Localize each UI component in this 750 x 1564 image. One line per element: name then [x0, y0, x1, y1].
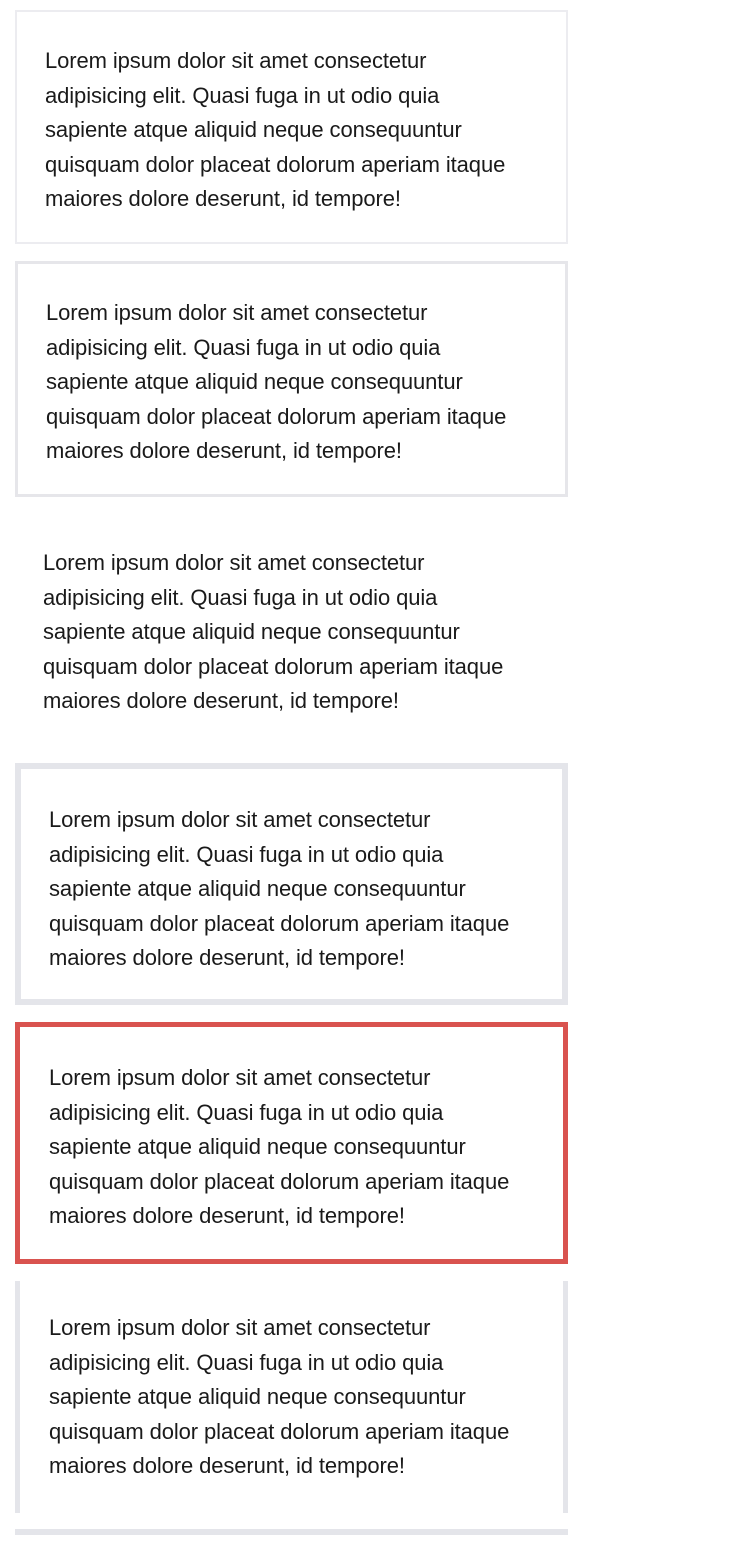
- card-text: Lorem ipsum dolor sit amet consectetur adipisicing elit. Quasi fuga in ut odio quia sapiente atque aliquid neque consequuntur quisquam dolor placeat dolorum aperiam itaque maiores dolore deserunt, id tempore!: [49, 807, 510, 971]
- card-text: Lorem ipsum dolor sit amet consectetur adipisicing elit. Quasi fuga in ut odio quia sapiente atque aliquid neque consequuntur quisquam dolor placeat dolorum aperiam itaque maiores dolore deserunt, id tempore!: [46, 300, 507, 464]
- side-bordered-card: [15, 1281, 568, 1513]
- card-text: Lorem ipsum dolor sit amet consectetur adipisicing elit. Quasi fuga in ut odio quia sapiente atque aliquid neque consequuntur quisquam dolor placeat dolorum aperiam itaque maiores dolore deserunt, id tempore!: [49, 1315, 510, 1479]
- card-text: Lorem ipsum dolor sit amet consectetur adipisicing elit. Quasi fuga in ut odio quia sapiente atque aliquid neque consequuntur quisquam dolor placeat dolorum aperiam itaque maiores dolore deserunt, id tempore!: [43, 550, 504, 714]
- borderless-card: [15, 512, 568, 748]
- bordered-card-thick: [15, 763, 568, 1005]
- bordered-card-thin: [15, 10, 568, 244]
- card-text: Lorem ipsum dolor sit amet consectetur adipisicing elit. Quasi fuga in ut odio quia sapiente atque aliquid neque consequuntur quisquam dolor placeat dolorum aperiam itaque maiores dolore deserunt, id tempore!: [45, 48, 506, 212]
- highlighted-card-red: [15, 1022, 568, 1264]
- card-text: Lorem ipsum dolor sit amet consectetur adipisicing elit. Quasi fuga in ut odio quia sapiente atque aliquid neque consequuntur quisquam dolor placeat dolorum aperiam itaque maiores dolore deserunt, id tempore!: [49, 1065, 510, 1229]
- next-card-top-border: [15, 1529, 568, 1535]
- bordered-card-medium: [15, 261, 568, 497]
